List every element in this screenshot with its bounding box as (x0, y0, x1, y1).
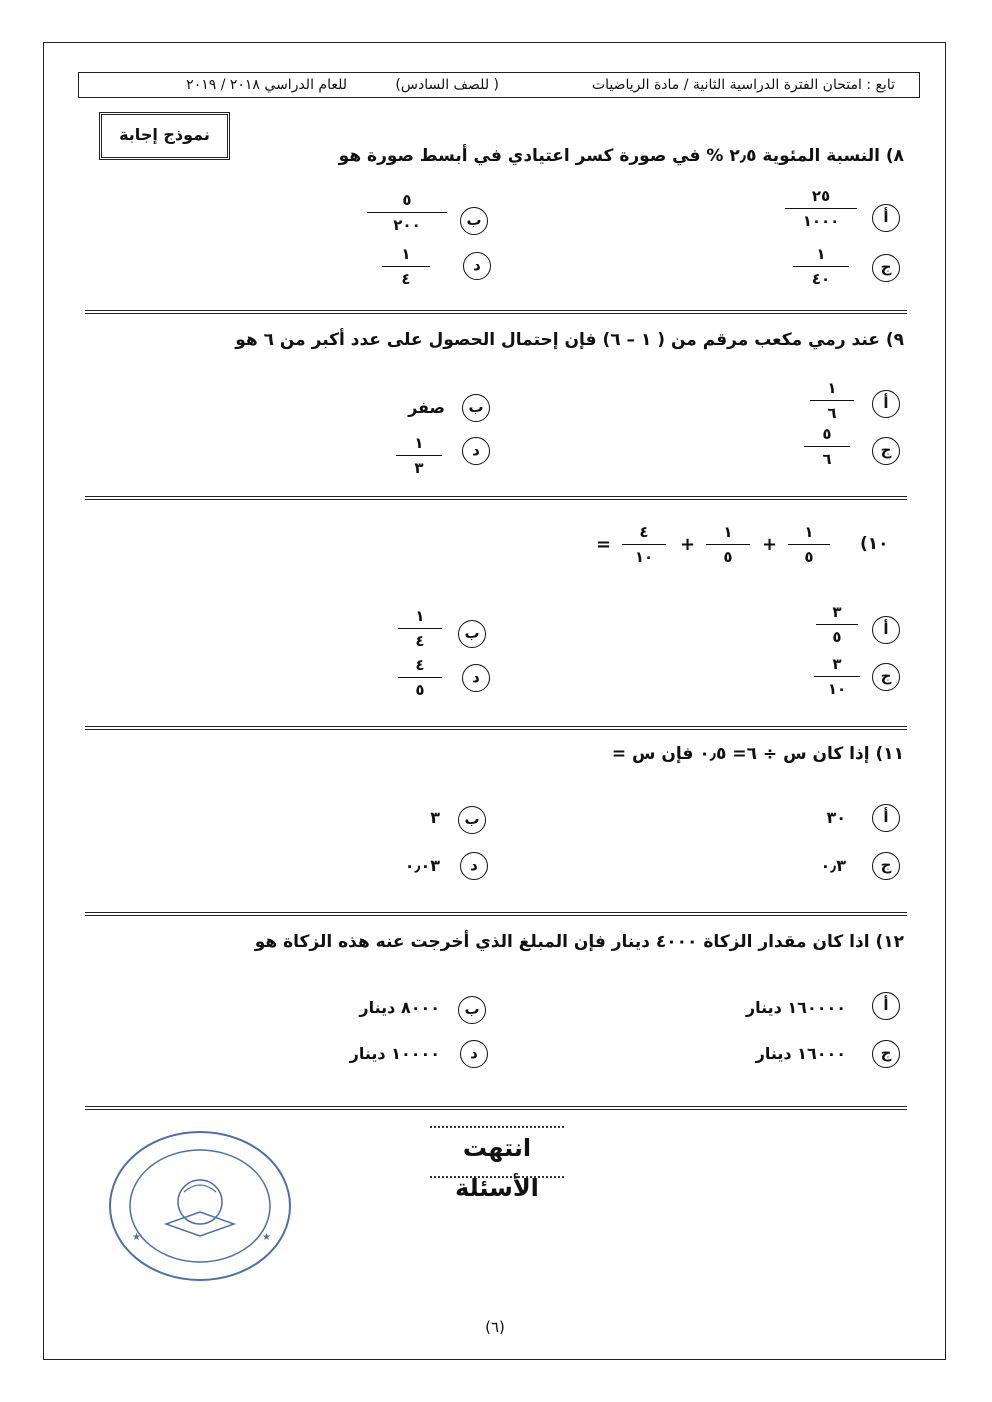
fraction-bar (398, 677, 442, 678)
model-answer-label: نموذج إجابة (99, 112, 230, 160)
q9-option-d-fraction[interactable] (396, 433, 442, 478)
q12-option-a-marker[interactable]: أ (872, 992, 900, 1020)
q11-option-c-marker[interactable]: ج (872, 852, 900, 880)
q8-option-c-fraction[interactable] (793, 244, 849, 289)
fraction-bar (785, 208, 857, 209)
svg-text:★: ★ (132, 1232, 141, 1243)
header-grade: ( للصف السادس) (395, 77, 499, 93)
q9-option-b-marker[interactable]: ب (462, 394, 490, 422)
plus-sign: + (680, 534, 696, 555)
question-12-text: ١٢) اذا كان مقدار الزكاة ٤٠٠٠ دينار فإن المبلغ الذي أخرجت عنه هذه الزكاة هو (254, 932, 904, 952)
separator (85, 496, 907, 500)
fraction-bar (793, 266, 849, 267)
q11-option-a-text[interactable]: ٣٠ (826, 808, 846, 827)
q8-option-b-marker[interactable]: ب (460, 207, 488, 235)
q12-option-d-text[interactable]: ١٠٠٠٠ دينار (349, 1044, 440, 1063)
numerator: ١ (415, 607, 425, 625)
q12-option-c-text[interactable]: ١٦٠٠٠ دينار (755, 1044, 846, 1063)
numerator: ١ (827, 379, 837, 397)
q10-option-a-fraction[interactable] (816, 602, 858, 647)
q8-option-d-fraction[interactable] (382, 244, 430, 289)
q11-option-c-text[interactable]: ٠٫٣ (820, 856, 846, 875)
separator (85, 1106, 907, 1110)
fraction-bar (382, 266, 430, 267)
q12-option-b-text[interactable]: ٨٠٠٠ دينار (359, 998, 440, 1017)
q12-option-c-marker[interactable]: ج (872, 1040, 900, 1068)
question-10-number: ١٠) (860, 534, 889, 554)
q11-option-a-marker[interactable]: أ (872, 804, 900, 832)
q11-option-d-marker[interactable]: د (460, 852, 488, 880)
q9-option-c-marker[interactable]: ج (872, 437, 900, 465)
q10-term-3 (622, 522, 666, 567)
numerator: ٤ (415, 656, 425, 674)
q12-option-a-text[interactable]: ١٦٠٠٠٠ دينار (745, 998, 846, 1017)
numerator: ٣ (832, 603, 842, 621)
numerator: ١ (804, 523, 814, 541)
q9-option-a-fraction[interactable] (810, 378, 854, 423)
fraction-bar (398, 628, 442, 629)
end-of-questions-label: انتهت الأسئلة (430, 1126, 564, 1178)
denominator: ٥ (723, 548, 733, 566)
q9-option-d-marker[interactable]: د (462, 437, 490, 465)
fraction-bar (788, 544, 830, 545)
denominator: ٥ (415, 681, 425, 699)
denominator: ٢٠٠ (393, 216, 421, 234)
numerator: ٤ (639, 523, 649, 541)
equals-sign: = (596, 534, 612, 555)
numerator: ١ (816, 245, 826, 263)
question-9-text: ٩) عند رمي مكعب مرقم من ( ١ – ٦) فإن إحتمال الحصول على عدد أكبر من ٦ هو (235, 330, 904, 350)
numerator: ٢٥ (811, 187, 831, 205)
q9-option-c-fraction[interactable] (804, 424, 850, 469)
numerator: ٥ (822, 425, 832, 443)
question-8-text: ٨) النسبة المئوية ٢٫٥ % في صورة كسر اعتيادي في أبسط صورة هو (338, 146, 904, 166)
q10-option-b-fraction[interactable] (398, 606, 442, 651)
q9-option-b-text[interactable]: صفر (408, 398, 445, 417)
page-number: (٦) (485, 1318, 505, 1336)
q12-option-b-marker[interactable]: ب (458, 996, 486, 1024)
numerator: ١ (414, 434, 424, 452)
q8-option-b-fraction[interactable] (367, 190, 447, 235)
denominator: ١٠٠٠ (802, 212, 840, 230)
q8-option-d-marker[interactable]: د (463, 252, 491, 280)
numerator: ١ (401, 245, 411, 263)
numerator: ١ (723, 523, 733, 541)
separator (85, 726, 907, 730)
denominator: ٤٠ (811, 270, 831, 288)
fraction-bar (816, 624, 858, 625)
numerator: ٣ (832, 655, 842, 673)
denominator: ٥ (832, 628, 842, 646)
separator (85, 912, 907, 916)
denominator: ١٠ (827, 680, 847, 698)
q10-option-d-fraction[interactable] (398, 655, 442, 700)
q8-option-c-marker[interactable]: ج (872, 254, 900, 282)
fraction-bar (814, 676, 860, 677)
denominator: ٣ (414, 459, 424, 477)
denominator: ٥ (804, 548, 814, 566)
fraction-bar (804, 446, 850, 447)
denominator: ٦ (827, 404, 837, 422)
exam-header (78, 72, 920, 98)
q11-option-b-marker[interactable]: ب (458, 806, 486, 834)
plus-sign: + (762, 534, 778, 555)
q11-option-d-text[interactable]: ٠٫٠٣ (404, 856, 440, 875)
q9-option-a-marker[interactable]: أ (872, 390, 900, 418)
fraction-bar (622, 544, 666, 545)
question-11-text: ١١) إذا كان س ÷ ٦= ٠٫٥ فإن س = (611, 744, 904, 764)
q10-option-c-marker[interactable]: ج (872, 663, 900, 691)
q8-option-a-marker[interactable]: أ (872, 204, 900, 232)
fraction-bar (706, 544, 750, 545)
denominator: ٦ (822, 450, 832, 468)
svg-text:★: ★ (262, 1232, 271, 1243)
official-stamp (106, 1128, 294, 1284)
fraction-bar (396, 455, 442, 456)
fraction-bar (367, 212, 447, 213)
fraction-bar (810, 400, 854, 401)
header-exam-title: تابع : امتحان الفترة الدراسية الثانية / مادة الرياضيات (591, 77, 895, 93)
q11-option-b-text[interactable]: ٣ (430, 808, 440, 827)
denominator: ١٠ (634, 548, 654, 566)
q8-option-a-fraction[interactable] (785, 186, 857, 231)
denominator: ٤ (415, 632, 425, 650)
q10-term-1 (788, 522, 830, 567)
numerator: ٥ (402, 191, 412, 209)
q10-option-c-fraction[interactable] (814, 654, 860, 699)
q10-term-2 (706, 522, 750, 567)
denominator: ٤ (401, 270, 411, 288)
q10-option-b-marker[interactable]: ب (458, 620, 486, 648)
header-year: للعام الدراسي ٢٠١٨ / ٢٠١٩ (186, 77, 347, 93)
q10-option-d-marker[interactable]: د (462, 664, 490, 692)
q10-option-a-marker[interactable]: أ (872, 616, 900, 644)
q12-option-d-marker[interactable]: د (460, 1040, 488, 1068)
separator (85, 310, 907, 314)
